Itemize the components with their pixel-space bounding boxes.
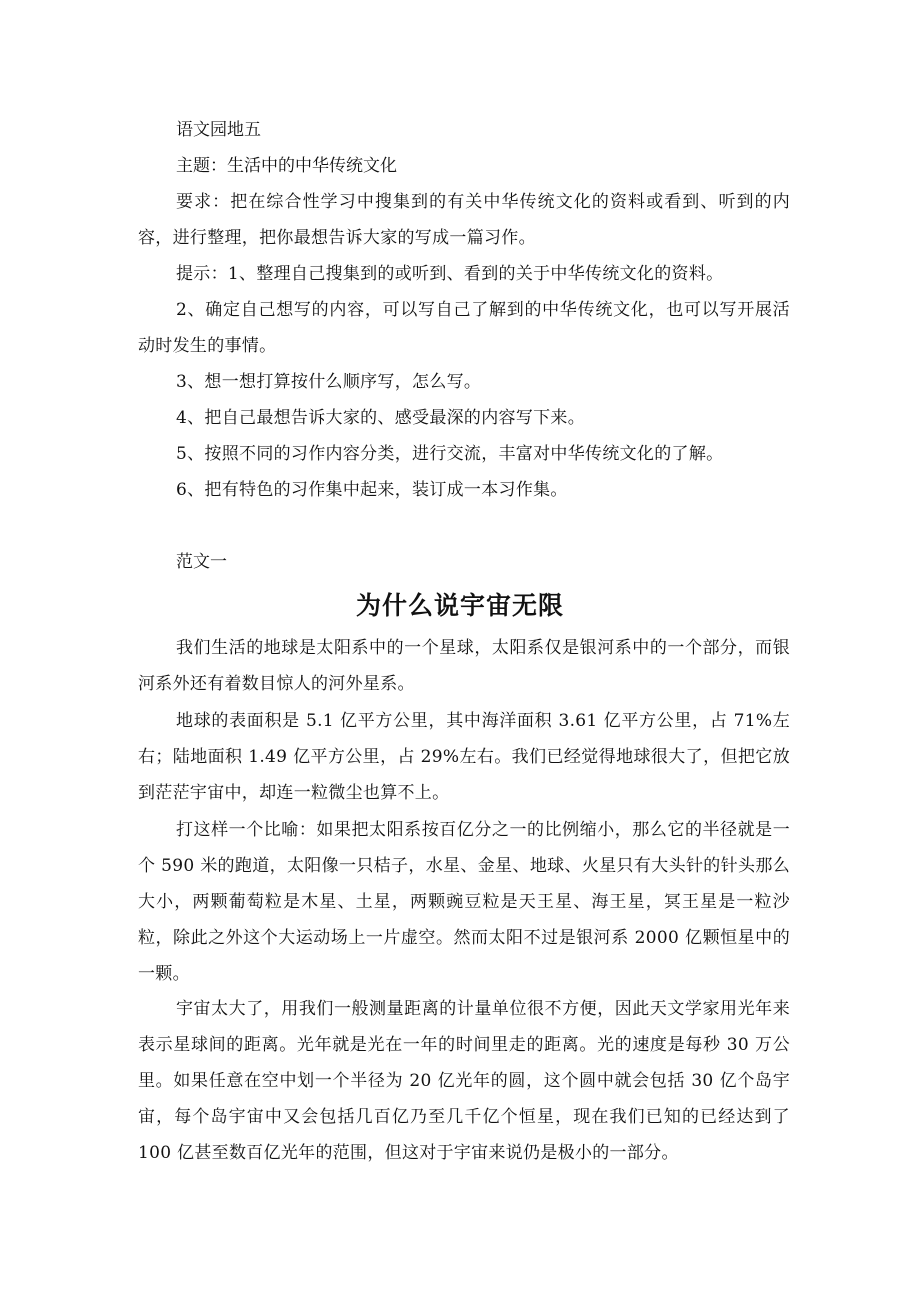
tip-item: 5、按照不同的习作内容分类，进行交流，丰富对中华传统文化的了解。 — [176, 444, 724, 464]
essay-label: 范文一 — [176, 552, 227, 572]
tip-item: 4、把自己最想告诉大家的、感受最深的内容写下来。 — [176, 408, 586, 428]
essay-paragraph: 打这样一个比喻：如果把太阳系按百亿分之一的比例缩小，那么它的半径就是一个 590 米的跑道，太阳像一只桔子，水星、金星、地球、火星只有大头针的针头那么大小，两颗葡萄粒是木星、土星，两颗豌豆粒是天王星、海王星，冥王星是一粒沙粒，除此之外这个大运动场上一片虚空。然而太阳不过是银河系 2000 亿颗恒星中的一颗。 — [138, 820, 790, 984]
essay-paragraph: 地球的表面积是 5.1 亿平方公里，其中海洋面积 3.61 亿平方公里，占 71%左右；陆地面积 1.49 亿平方公里，占 29%左右。我们已经觉得地球很大了，但把它放到茫茫宇宙中，却连一粒微尘也算不上。 — [138, 711, 790, 803]
tip-item: 2、确定自己想写的内容，可以写自己了解到的中华传统文化，也可以写开展活动时发生的事情。 — [138, 300, 790, 356]
theme-line: 主题：生活中的中华传统文化 — [176, 156, 397, 176]
requirement-paragraph: 要求：把在综合性学习中搜集到的有关中华传统文化的资料或看到、听到的内容，进行整理，把你最想告诉大家的写成一篇习作。 — [138, 192, 790, 248]
essay-paragraph: 我们生活的地球是太阳系中的一个星球，太阳系仅是银河系中的一个部分，而银河系外还有着数目惊人的河外星系。 — [138, 638, 790, 694]
essay-title: 为什么说宇宙无限 — [355, 591, 564, 620]
essay-paragraph: 宇宙太大了，用我们一般测量距离的计量单位很不方便，因此天文学家用光年来表示星球间的距离。光年就是光在一年的时间里走的距离。光的速度是每秒 30 万公里。如果任意在空中划一个半径为 20 亿光年的圆，这个圆中就会包括 30 亿个岛宇宙，每个岛宇宙中又会包括几百亿乃至几千亿个恒星，现在我们已知的已经达到了 100 亿甚至数百亿光年的范围，但这对于宇宙来说仍是极小的一部分。 — [138, 999, 790, 1163]
section-heading: 语文园地五 — [176, 120, 261, 140]
tip-item: 提示：1、整理自己搜集到的或听到、看到的关于中华传统文化的资料。 — [176, 264, 724, 284]
tip-item: 6、把有特色的习作集中起来，装订成一本习作集。 — [176, 480, 568, 500]
tip-item: 3、想一想打算按什么顺序写，怎么写。 — [176, 372, 482, 392]
